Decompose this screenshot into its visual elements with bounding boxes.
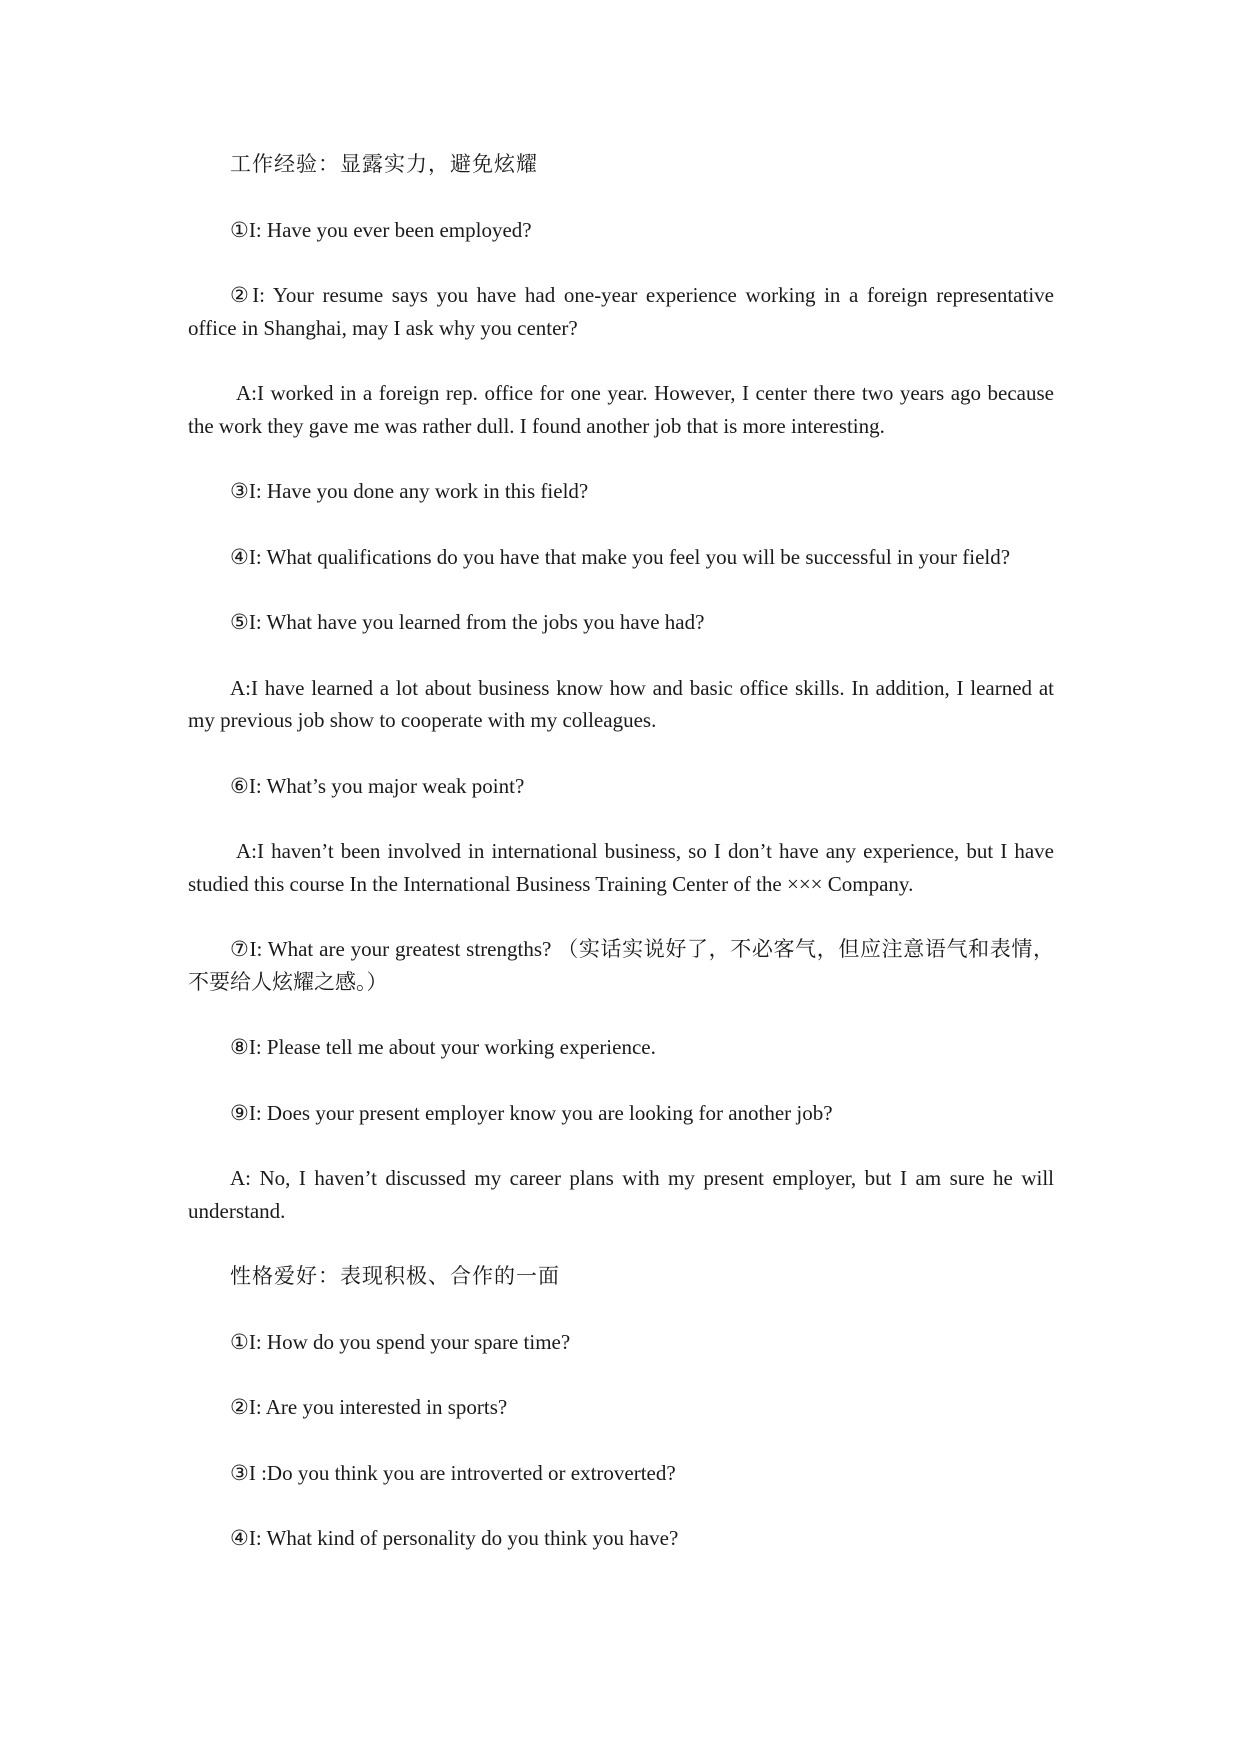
question-paragraph: ⑤I: What have you learned from the jobs you have had? bbox=[230, 610, 705, 634]
answer-paragraph: A:I have learned a lot about business know how and basic office skills. In addition, I learned at my previous job show to cooperate with my colleagues. bbox=[188, 675, 1054, 732]
question-paragraph: ①I: How do you spend your spare time? bbox=[230, 1329, 571, 1354]
section-heading-work-experience: 工作经验：显露实力，避免炫耀 bbox=[230, 152, 538, 176]
answer-paragraph: A:I worked in a foreign rep. office for one year. However, I center there two years ago because the work they gave me was rather dull. I found another job that is more interesting. bbox=[188, 381, 1054, 438]
question-paragraph: ①I: Have you ever been employed? bbox=[230, 217, 532, 242]
question-paragraph: ⑥I: What’s you major weak point? bbox=[230, 773, 525, 798]
question-paragraph: ③I :Do you think you are introverted or extroverted? bbox=[230, 1460, 676, 1485]
question-paragraph: ②I: Are you interested in sports? bbox=[230, 1395, 508, 1419]
question-paragraph: ⑦I: What are your greatest strengths? （实话实说好了，不必客气，但应注意语气和表情，不要给人炫耀之感。） bbox=[188, 937, 1054, 994]
question-paragraph: ⑨I: Does your present employer know you are looking for another job? bbox=[230, 1100, 833, 1125]
question-paragraph: ⑧I: Please tell me about your working experience. bbox=[230, 1035, 656, 1059]
question-paragraph: ④I: What qualifications do you have that make you feel you will be successful in your field? bbox=[230, 544, 1011, 569]
document-body bbox=[188, 148, 1054, 1588]
answer-paragraph: A:I haven’t been involved in international business, so I don’t have any experience, but I have studied this course In the International Business Training Center of the ××× Company. bbox=[188, 839, 1054, 896]
question-paragraph: ④I: What kind of personality do you think you have? bbox=[230, 1526, 679, 1550]
answer-paragraph: A: No, I haven’t discussed my career plans with my present employer, but I am sure he will understand. bbox=[188, 1166, 1054, 1223]
question-paragraph: ③I: Have you done any work in this field? bbox=[230, 479, 589, 503]
question-paragraph: ②I: Your resume says you have had one-year experience working in a foreign representative office in Shanghai, may I ask why you center? bbox=[188, 283, 1054, 340]
section-heading-personality: 性格爱好：表现积极、合作的一面 bbox=[230, 1264, 560, 1288]
